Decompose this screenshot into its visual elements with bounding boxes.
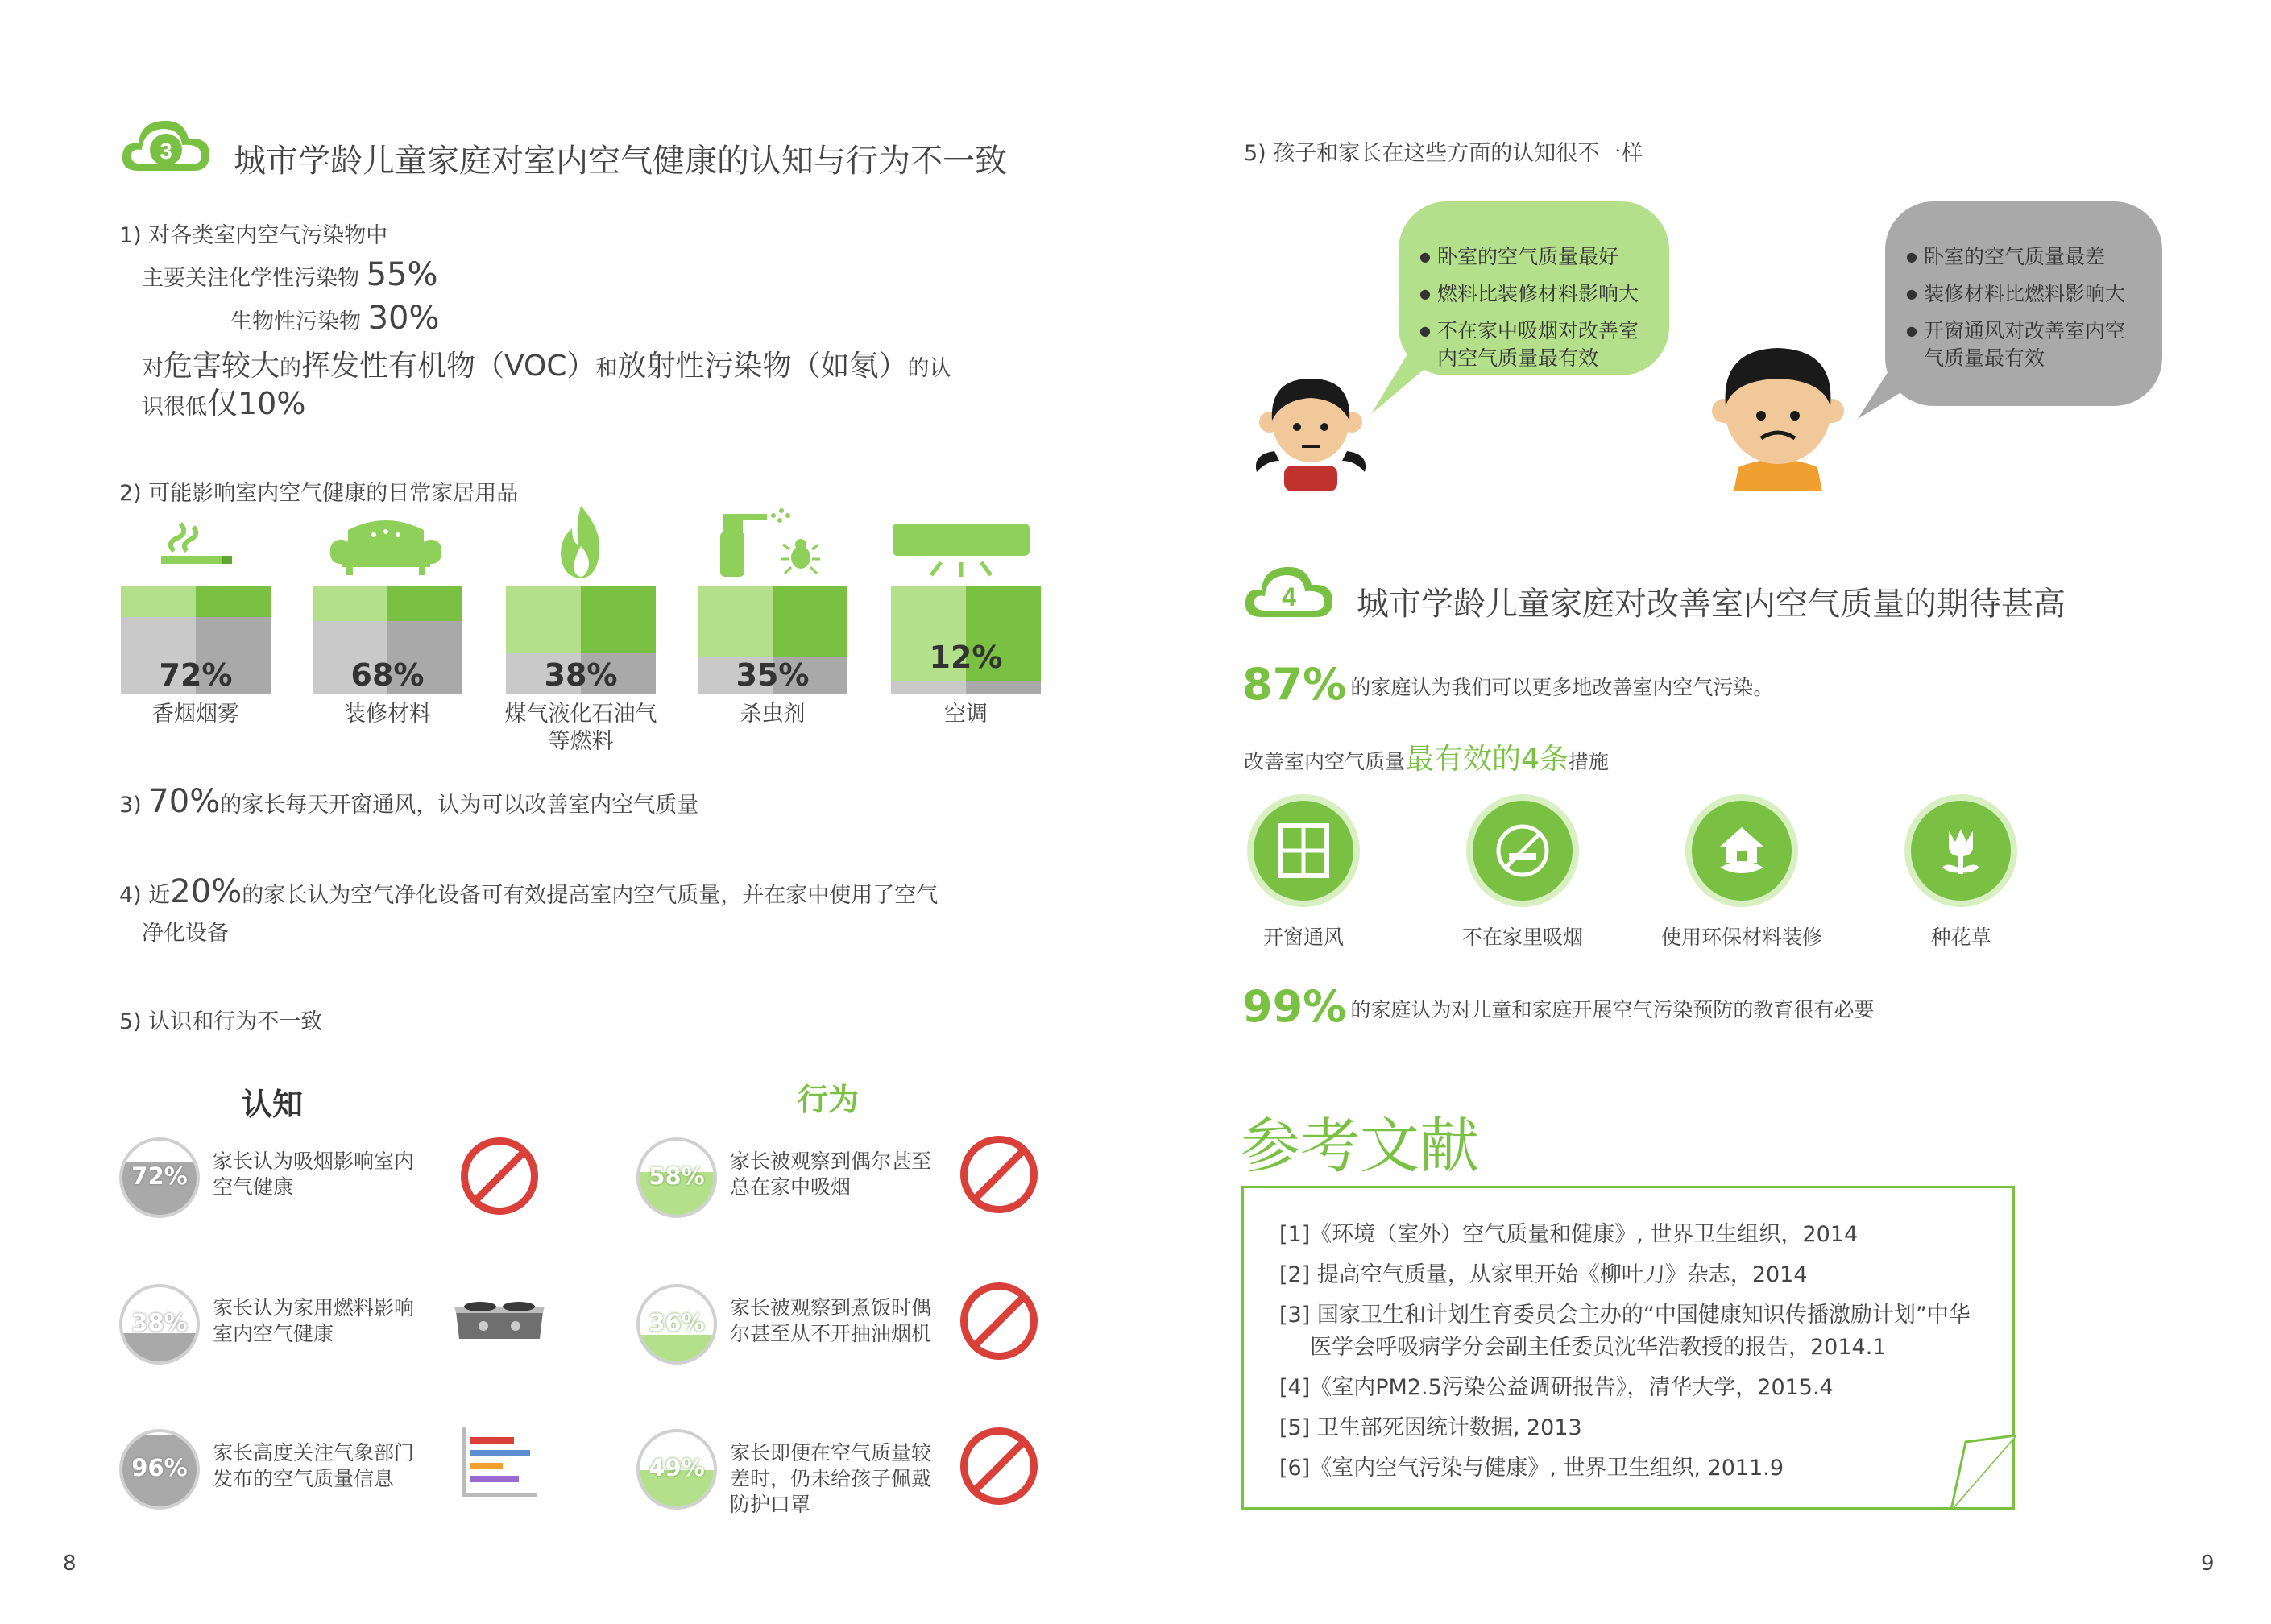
bar-green-segment	[121, 586, 271, 617]
bar-value-label: 38%	[544, 657, 618, 693]
parent-bubble-item-line: ● 卧室的空气质量最差	[1924, 245, 2106, 268]
references-box	[1241, 1186, 2015, 1510]
item-1-line-1	[142, 256, 438, 293]
reference-item: [2] 提高空气质量，从家里开始《柳叶刀》杂志，2014	[1279, 1262, 1808, 1287]
no-smoking-sign-icon	[461, 1137, 538, 1215]
bar-category-label-line: 空调	[944, 702, 988, 727]
behavior-pct-circle	[636, 1137, 717, 1218]
behavior-row-text	[730, 1440, 931, 1518]
measures-heading-c: 措施	[1568, 750, 1609, 773]
item-3-prefix: 3)	[119, 793, 149, 818]
bar-value-label: 12%	[929, 640, 1003, 675]
cognition-row-text	[213, 1440, 414, 1492]
page-curl-corner	[1950, 1434, 2017, 1511]
cigarette-icon	[158, 516, 238, 575]
bar-category-label-line: 装修材料	[344, 702, 431, 727]
parent-bubble-item	[1906, 317, 2146, 372]
stat-87-text: 的家庭认为我们可以更多地改善室内空气污染。	[1350, 676, 1774, 699]
section-3-title: 城市学龄儿童家庭对室内空气健康的认知与行为不一致	[234, 143, 1007, 180]
bar-value-label: 68%	[350, 657, 425, 693]
bar-gray-left	[891, 682, 966, 694]
bar-green-right	[387, 586, 462, 621]
item-1-line-4-b: 仅10%	[207, 386, 306, 421]
cognition-row-text-line: 空气健康	[213, 1175, 294, 1199]
bar-green-segment	[698, 586, 847, 657]
eco-house-icon	[1685, 794, 1798, 907]
reference-item: [1]《环境（室外）空气质量和健康》, 世界卫生组织，2014	[1279, 1222, 1859, 1247]
insecticide-spray-icon	[709, 503, 822, 583]
stat-99-pct: 99%	[1242, 981, 1347, 1032]
section-4-badge: 4	[1282, 582, 1296, 611]
stat-99	[1242, 981, 1874, 1032]
item-3-text: 的家长每天开窗通风，认为可以改善室内空气质量	[220, 793, 699, 818]
parent-bubble-item-line: ● 开窗通风对改善室内空	[1924, 319, 2126, 342]
item-4-line-2: 净化设备	[142, 921, 229, 946]
child-bubble-item-line: ● 卧室的空气质量最好	[1437, 245, 1619, 268]
item-5-heading: 5) 认识和行为不一致	[119, 1009, 323, 1034]
item-1-line-1-pct: 55%	[366, 256, 438, 293]
section-4-title: 城市学龄儿童家庭对改善室内空气质量的期待甚高	[1357, 586, 2066, 623]
bar-category-label	[875, 701, 1057, 728]
child-bubble-item	[1419, 317, 1653, 372]
measures-heading-a: 改善室内空气质量	[1244, 750, 1406, 773]
bar-green-left	[121, 586, 196, 617]
bar-green-right	[196, 586, 271, 617]
behavior-pct-circle	[636, 1284, 717, 1365]
bar-gray-segment	[891, 682, 1041, 694]
behavior-row-text-line: 总在家中吸烟	[730, 1175, 852, 1199]
child-bubble-tail	[1370, 345, 1434, 417]
cognition-pct-circle	[119, 1137, 200, 1218]
child-bubble-item-line: ● 燃料比装修材料影响大	[1437, 282, 1639, 305]
page-number-left: 8	[63, 1552, 77, 1576]
cognition-row-text-line: 发布的空气质量信息	[213, 1467, 395, 1490]
measure-label: 不在家里吸烟	[1461, 926, 1583, 949]
bar-3	[506, 586, 656, 694]
bar-gray-right	[966, 682, 1041, 694]
item-4	[119, 873, 938, 910]
bar-value-label: 72%	[159, 657, 233, 693]
item-1-line-2	[230, 300, 440, 337]
sofa-icon	[325, 516, 446, 580]
bar-1	[121, 586, 271, 694]
reference-item: [4]《室内PM2.5污染公益调研报告》，清华大学，2015.4	[1279, 1375, 1834, 1400]
bar-green-right	[773, 586, 847, 657]
bar-category-label-line: 煤气液化石油气	[504, 702, 657, 727]
behavior-row-text-line: 家长被观察到偶尔甚至	[730, 1150, 932, 1173]
item-1-line-4	[142, 379, 305, 423]
item-1-line-2-text: 生物性污染物	[230, 309, 361, 334]
no-mask-icon	[960, 1427, 1038, 1505]
behavior-row-text-line: 家长被观察到煮饭时偶	[730, 1296, 932, 1320]
cognition-pct-label: 72%	[131, 1162, 188, 1190]
behavior-row-text-line: 家长即便在空气质量较	[730, 1441, 932, 1464]
behavior-pct-circle	[636, 1429, 717, 1510]
prohibition-circle-icon	[960, 1282, 1038, 1360]
stat-87	[1242, 659, 1773, 710]
bar-chart-report-icon	[461, 1426, 538, 1502]
parent-bubble-item-line: 气质量最有效	[1924, 346, 2045, 370]
item-4-prefix: 4) 近	[119, 883, 171, 908]
behavior-pct-label: 49%	[649, 1454, 705, 1481]
cognition-pct-fill	[122, 1333, 197, 1361]
item-1-line-4-a: 识很低	[142, 395, 207, 420]
bar-category-label	[296, 701, 479, 728]
no-smoking-hand-icon	[960, 1136, 1038, 1213]
references-list	[1279, 1220, 1971, 1494]
item-4-text: 的家长认为空气净化设备可有效提高室内空气质量，并在家中使用了空气	[242, 883, 939, 908]
item-1-line-3-f: 放射性污染物（如氡）	[617, 350, 908, 383]
section-3-cloud-icon	[119, 113, 213, 177]
stat-87-pct: 87%	[1242, 659, 1347, 710]
cognition-row-text-line: 家长高度关注气象部门	[213, 1441, 415, 1464]
bar-green-right	[581, 586, 656, 653]
prohibition-circle-icon	[960, 1136, 1038, 1213]
item-1-line-1-text: 主要关注化学性污染物	[142, 266, 359, 291]
reference-item: [3] 国家卫生和计划生育委员会主办的“中国健康知识传播激励计划”中华	[1279, 1303, 1971, 1328]
bar-green-left	[698, 586, 773, 657]
bar-category-label-line: 杀虫剂	[740, 702, 806, 727]
reference-item: 医学会呼吸病学分会副主任委员沈华浩教授的报告，2014.1	[1310, 1335, 1887, 1360]
item-2-heading: 2) 可能影响室内空气健康的日常家居用品	[119, 481, 519, 506]
cognition-pct-label: 38%	[131, 1309, 188, 1336]
cognition-row-text-line: 家长认为家用燃料影响	[213, 1296, 415, 1320]
cognition-row-text-line: 家长认为吸烟影响室内	[213, 1150, 415, 1173]
bar-4	[698, 586, 847, 694]
item-1-line-3-c: 的	[280, 356, 302, 381]
cognition-pct-circle	[119, 1429, 200, 1510]
bar-2	[313, 586, 462, 694]
behavior-pct-label: 58%	[649, 1162, 705, 1190]
section-4-cloud-icon	[1242, 559, 1336, 624]
prohibition-circle-icon	[461, 1137, 538, 1215]
measures-heading	[1244, 736, 1609, 777]
bar-5	[891, 586, 1041, 694]
item-1-line-3-d: 挥发性有机物（VOC）	[301, 350, 596, 383]
references-title: 参考文献	[1241, 1112, 1479, 1181]
item-1-heading: 1) 对各类室内空气污染物中	[119, 223, 388, 248]
bar-green-left	[313, 586, 387, 621]
parent-bubble-tail	[1856, 351, 1929, 424]
item-1-line-3-g: 的认	[907, 356, 951, 381]
item-4-pct: 20%	[170, 873, 242, 910]
flower-icon	[1904, 794, 2017, 907]
flame-icon	[553, 504, 609, 585]
measure-label: 开窗通风	[1262, 926, 1344, 949]
parent-bubble-item-line: ● 装修材料比燃料影响大	[1924, 282, 2126, 305]
air-conditioner-icon	[893, 524, 1030, 583]
measure-label: 使用环保材料装修	[1660, 926, 1822, 949]
bar-category-label	[105, 701, 287, 728]
child-avatar	[1250, 371, 1371, 495]
gas-stove-icon	[451, 1292, 548, 1347]
prohibition-circle-icon	[960, 1427, 1038, 1505]
child-bubble-list	[1399, 201, 1669, 372]
child-bubble-item	[1419, 243, 1653, 271]
stat-99-text: 的家庭认为对儿童和家庭开展空气污染预防的教育很有必要	[1350, 998, 1875, 1021]
cognition-row-text-line: 室内空气健康	[213, 1322, 334, 1345]
reference-item: [6]《室内空气污染与健康》, 世界卫生组织, 2011.9	[1279, 1456, 1784, 1481]
behavior-pct-label: 36%	[649, 1309, 705, 1336]
measure-label: 种花草	[1930, 926, 1991, 949]
no-range-hood-icon	[960, 1282, 1038, 1360]
window-icon	[1247, 794, 1360, 907]
parent-bubble-item	[1906, 243, 2146, 271]
section-3-badge: 3	[160, 139, 172, 164]
bar-value-label: 35%	[736, 657, 810, 693]
bar-category-label-line: 香烟烟雾	[152, 702, 239, 727]
child-bubble-item-line: 内空气质量最有效	[1437, 346, 1599, 370]
no-smoking-icon	[1466, 794, 1579, 907]
behavior-row-text-line: 尔甚至从不开抽油烟机	[730, 1322, 932, 1345]
behavior-row-text-line: 防护口罩	[730, 1493, 811, 1516]
bar-green-segment	[506, 586, 656, 653]
parent-avatar	[1709, 338, 1846, 495]
item-1-line-3-e: 和	[595, 356, 618, 381]
cognition-pct-circle	[119, 1284, 200, 1365]
behavior-column-title: 行为	[798, 1082, 860, 1117]
bar-category-label-line: 等燃料	[548, 729, 614, 754]
behavior-pct-fill	[640, 1335, 714, 1361]
bar-green-left	[506, 586, 581, 653]
item-3-pct: 70%	[148, 783, 221, 820]
item-1-line-3-b: 危害较大	[164, 350, 280, 383]
parent-bubble-list	[1885, 201, 2162, 372]
behavior-row-text	[730, 1149, 931, 1200]
bar-green-segment	[313, 586, 462, 621]
cognition-pct-label: 96%	[131, 1454, 188, 1481]
behavior-row-text	[730, 1295, 931, 1347]
page-number-right: 9	[2201, 1552, 2215, 1576]
reference-item: [5] 卫生部死因统计数据, 2013	[1279, 1415, 1582, 1440]
cognition-row-text	[213, 1149, 414, 1200]
bar-category-label	[490, 701, 672, 756]
q5-heading: 5) 孩子和家长在这些方面的认知很不一样	[1244, 141, 1643, 166]
child-speech-bubble	[1399, 201, 1669, 375]
child-bubble-item	[1419, 280, 1653, 308]
child-bubble-item-line: ● 不在家中吸烟对改善室	[1437, 319, 1639, 342]
item-3	[119, 783, 698, 820]
item-1-line-2-pct: 30%	[367, 300, 440, 337]
cognition-row-text	[213, 1295, 414, 1347]
bar-category-label	[682, 701, 864, 728]
parent-bubble-item	[1906, 280, 2146, 308]
measures-heading-b: 最有效的4条	[1405, 743, 1569, 776]
item-1-line-3-a: 对	[142, 356, 164, 381]
cognition-column-title: 认知	[242, 1087, 304, 1122]
behavior-row-text-line: 差时，仍未给孩子佩戴	[730, 1467, 932, 1490]
